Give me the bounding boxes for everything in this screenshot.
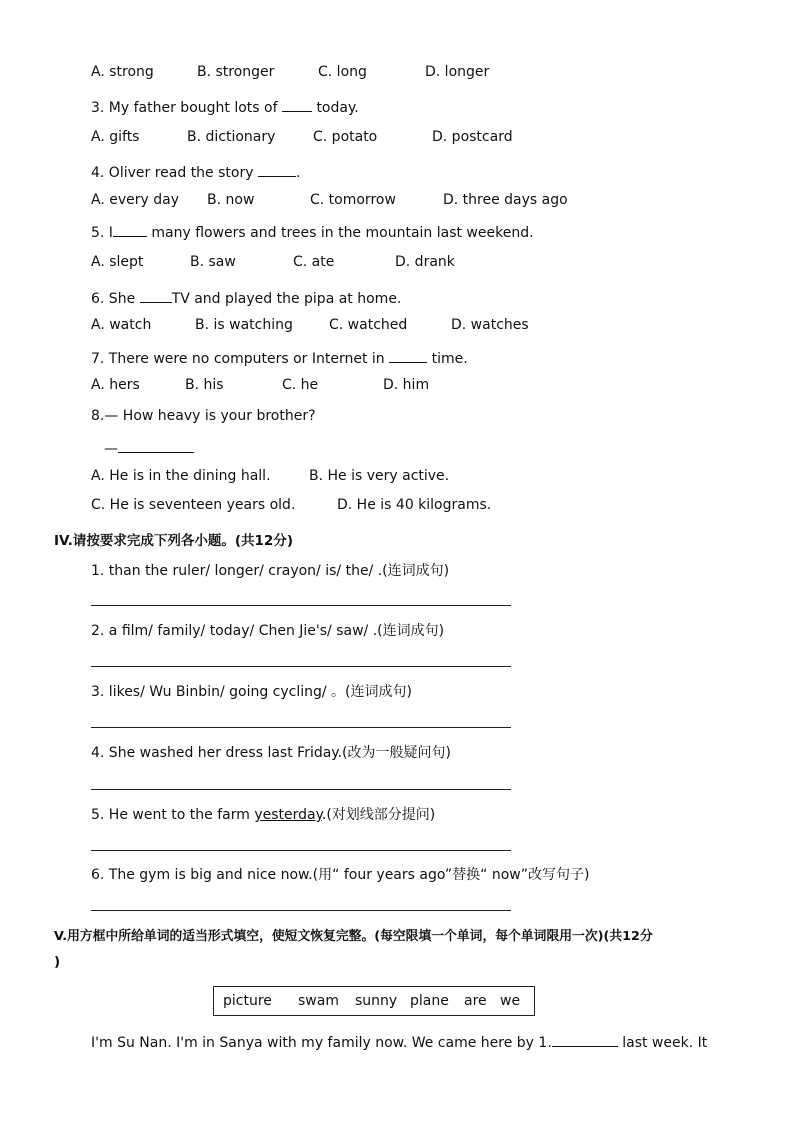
word-box-word-6: we xyxy=(500,993,521,1009)
question-8-blank[interactable] xyxy=(118,438,194,453)
q5-option-a: A. slept xyxy=(91,254,144,270)
question-5-blank[interactable] xyxy=(113,222,147,237)
passage-text-a: I'm Su Nan. I'm in Sanya with my family now. We came here by 1. xyxy=(91,1035,552,1051)
passage-text-b: last week. It xyxy=(622,1035,708,1051)
section-4-item-5-text-b: .(对划线部分提问) xyxy=(321,807,436,823)
q5-option-b: B. saw xyxy=(190,254,236,270)
q2-option-d: D. longer xyxy=(425,64,490,80)
q6-option-d: D. watches xyxy=(451,317,529,333)
q7-option-b: B. his xyxy=(185,377,224,393)
q8-option-a: A. He is in the dining hall. xyxy=(91,468,271,484)
question-4 xyxy=(91,162,300,181)
q5-option-d: D. drank xyxy=(395,254,455,270)
q2-option-c: C. long xyxy=(318,64,367,80)
q2-option-b: B. stronger xyxy=(197,64,275,80)
answer-line-6[interactable] xyxy=(91,910,511,911)
question-3 xyxy=(91,97,359,116)
q4-option-a: A. every day xyxy=(91,192,179,208)
section-4-item-5-underlined: yesterday xyxy=(254,807,322,823)
question-4-stem-a: 4. Oliver read the story xyxy=(91,165,254,181)
section-4-item-5 xyxy=(91,804,435,824)
q8-option-b: B. He is very active. xyxy=(309,468,450,484)
q4-option-d: D. three days ago xyxy=(443,192,568,208)
answer-line-3[interactable] xyxy=(91,727,511,728)
answer-line-2[interactable] xyxy=(91,666,511,667)
q3-option-a: A. gifts xyxy=(91,129,140,145)
section-4-title: IV.请按要求完成下列各小题。(共12分) xyxy=(54,533,293,549)
q8-option-c: C. He is seventeen years old. xyxy=(91,497,296,513)
question-8-reply xyxy=(104,438,194,457)
q8-option-d: D. He is 40 kilograms. xyxy=(337,497,492,513)
answer-line-4[interactable] xyxy=(91,789,511,790)
answer-line-5[interactable] xyxy=(91,850,511,851)
question-8-dash: — xyxy=(104,441,118,457)
question-5 xyxy=(91,222,534,241)
question-7 xyxy=(91,348,468,367)
question-8-stem: 8.— How heavy is your brother? xyxy=(91,408,316,424)
word-box-word-4: plane xyxy=(410,993,449,1009)
q6-option-c: C. watched xyxy=(329,317,408,333)
section-4-item-1: 1. than the ruler/ longer/ crayon/ is/ the/ .(连词成句) xyxy=(91,563,450,579)
q2-option-a: A. strong xyxy=(91,64,154,80)
section-4-item-3: 3. likes/ Wu Binbin/ going cycling/ 。(连词成句) xyxy=(91,684,412,700)
section-4-item-4: 4. She washed her dress last Friday.(改为一般疑问句) xyxy=(91,745,451,761)
q6-option-b: B. is watching xyxy=(195,317,293,333)
question-3-stem-b: today. xyxy=(316,100,359,116)
answer-line-1[interactable] xyxy=(91,605,511,606)
q4-option-b: B. now xyxy=(207,192,255,208)
word-box-word-2: swam xyxy=(298,993,339,1009)
q7-option-a: A. hers xyxy=(91,377,140,393)
q5-option-c: C. ate xyxy=(293,254,335,270)
section-4-item-6: 6. The gym is big and nice now.(用“ four years ago”替换“ now”改写句子) xyxy=(91,867,590,883)
q7-option-c: C. he xyxy=(282,377,319,393)
word-box-word-3: sunny xyxy=(355,993,398,1009)
section-5-title: V.用方框中所给单词的适当形式填空，使短文恢复完整。(每空限填一个单词，每个单词限用一次)(共12分 xyxy=(54,929,653,944)
q4-option-c: C. tomorrow xyxy=(310,192,396,208)
question-6-stem-a: 6. She xyxy=(91,291,136,307)
section-5-title-end: ) xyxy=(54,954,61,970)
question-3-stem-a: 3. My father bought lots of xyxy=(91,100,278,116)
q7-option-d: D. him xyxy=(383,377,430,393)
word-box xyxy=(213,986,535,1016)
question-6 xyxy=(91,288,401,307)
section-4-item-5-text-a: 5. He went to the farm xyxy=(91,807,250,823)
passage-blank-1[interactable] xyxy=(552,1032,618,1047)
word-box-word-1: picture xyxy=(223,993,272,1009)
question-5-stem-a: 5. I xyxy=(91,225,113,241)
question-5-stem-b: many flowers and trees in the mountain last weekend. xyxy=(151,225,534,241)
question-7-blank[interactable] xyxy=(389,348,427,363)
question-4-stem-b: . xyxy=(295,165,301,181)
question-6-blank[interactable] xyxy=(140,288,172,303)
passage-line-1 xyxy=(91,1032,707,1051)
q3-option-d: D. postcard xyxy=(432,129,513,145)
question-7-stem-a: 7. There were no computers or Internet in xyxy=(91,351,385,367)
q6-option-a: A. watch xyxy=(91,317,152,333)
question-7-stem-b: time. xyxy=(431,351,468,367)
word-box-word-5: are xyxy=(464,993,487,1009)
question-6-stem-b: TV and played the pipa at home. xyxy=(171,291,402,307)
section-4-item-2: 2. a film/ family/ today/ Chen Jie's/ saw/ .(连词成句) xyxy=(91,623,445,639)
question-3-blank[interactable] xyxy=(282,97,312,112)
q3-option-c: C. potato xyxy=(313,129,378,145)
q3-option-b: B. dictionary xyxy=(187,129,276,145)
question-4-blank[interactable] xyxy=(258,162,296,177)
